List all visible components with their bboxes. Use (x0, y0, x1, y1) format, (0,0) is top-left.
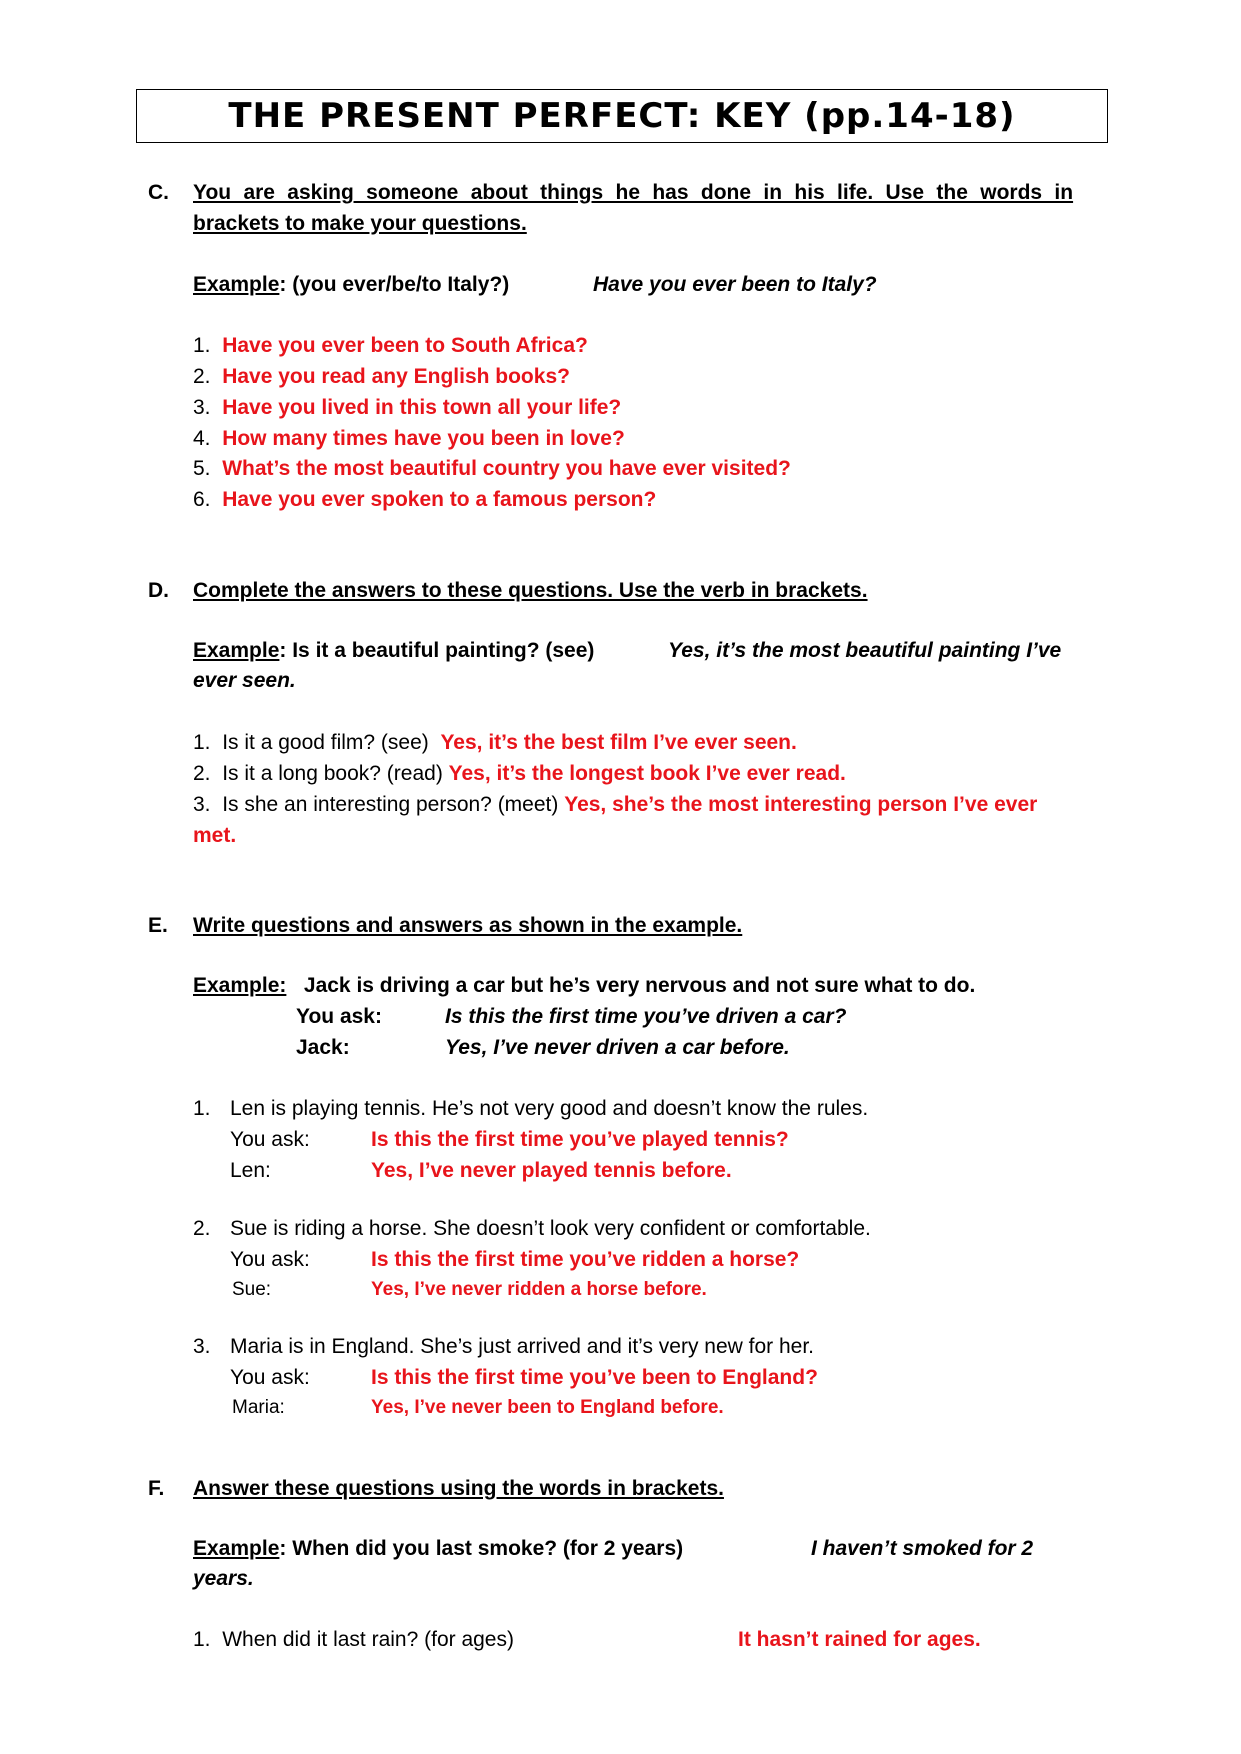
section-e-instruction: Write questions and answers as shown in the example. (193, 914, 743, 937)
example-text: Jack is driving a car but he’s very nervous and not sure what to do. (303, 974, 976, 997)
list-item (193, 396, 621, 420)
answer-text: Have you read any English books? (222, 365, 570, 388)
item-number: 6. (193, 488, 211, 511)
list-item (193, 334, 588, 358)
list-item (193, 427, 625, 451)
list-item (193, 1097, 211, 1121)
list-item (193, 1335, 211, 1359)
situation-text: Sue is riding a horse. She doesn’t look very confident or comfortable. (230, 1217, 871, 1240)
list-item (193, 488, 656, 512)
section-d-example-answer-cont: ever seen. (193, 669, 296, 692)
reply-answer: Yes, I’ve never ridden a horse before. (371, 1279, 707, 1300)
section-c-letter: C. (148, 181, 169, 204)
list-item (193, 731, 797, 755)
section-c-example (193, 273, 509, 297)
example-you-label: You ask: (296, 1005, 382, 1028)
section-f-example (193, 1537, 683, 1561)
page-title: THE PRESENT PERFECT: KEY (pp.14-18) (228, 96, 1016, 136)
item-number: 4. (193, 427, 211, 450)
answer-text: What’s the most beautiful country you have ever visited? (222, 457, 791, 480)
reply-answer: Yes, I’ve never been to England before. (371, 1397, 724, 1418)
item-number: 3. (193, 1335, 211, 1358)
section-c-instruction-1: You are asking someone about things he has done in his life. Use the words in (193, 181, 1074, 204)
item-number: 2. (193, 762, 211, 785)
item-number: 1. (193, 334, 211, 357)
answer-text: Yes, it’s the best film I’ve ever seen. (440, 731, 797, 754)
list-item (193, 365, 570, 389)
reply-label: Len: (230, 1159, 271, 1182)
ask-answer: Is this the first time you’ve ridden a horse? (371, 1248, 800, 1271)
section-f-instruction: Answer these questions using the words in brackets. (193, 1477, 724, 1500)
section-e-letter: E. (148, 914, 168, 937)
answer-text: Yes, she’s the most interesting person I’ve ever (564, 793, 1038, 816)
item-number: 5. (193, 457, 211, 480)
section-c-instruction-2: brackets to make your questions. (193, 212, 527, 235)
ask-answer: Is this the first time you’ve played tennis? (371, 1128, 789, 1151)
answer-continuation: met. (193, 824, 237, 847)
answer-text: It hasn’t rained for ages. (738, 1628, 981, 1651)
list-item (193, 762, 846, 786)
example-jack-text: Yes, I’ve never driven a car before. (445, 1036, 790, 1059)
question-text: Is she an interesting person? (meet) (222, 793, 559, 816)
item-number: 3. (193, 396, 211, 419)
section-f-example-answer-cont: years. (193, 1567, 254, 1590)
reply-answer: Yes, I’ve never played tennis before. (371, 1159, 732, 1182)
example-jack-label: Jack: (296, 1036, 350, 1059)
title-box (136, 89, 1108, 143)
ask-answer: Is this the first time you’ve been to England? (371, 1366, 818, 1389)
item-number: 1. (193, 1097, 211, 1120)
section-c-example-answer: Have you ever been to Italy? (593, 273, 877, 296)
list-item (193, 457, 791, 481)
section-e-example (193, 974, 975, 998)
item-number: 3. (193, 793, 211, 816)
example-prompt: : Is it a beautiful painting? (see) (279, 639, 595, 662)
ask-label: You ask: (230, 1128, 310, 1151)
list-item (193, 1628, 514, 1652)
example-prompt: : (you ever/be/to Italy?) (279, 273, 510, 296)
example-you-text: Is this the first time you’ve driven a car? (445, 1005, 847, 1028)
item-number: 2. (193, 365, 211, 388)
section-d-example-answer: Yes, it’s the most beautiful painting I’ve (668, 639, 1062, 662)
question-text: Is it a good film? (see) (222, 731, 429, 754)
item-number: 1. (193, 731, 211, 754)
example-label: Example (193, 273, 280, 296)
list-item (193, 793, 1037, 817)
item-number: 2. (193, 1217, 211, 1240)
example-prompt: : When did you last smoke? (for 2 years) (279, 1537, 684, 1560)
section-f-letter: F. (148, 1477, 165, 1500)
question-text: Is it a long book? (read) (222, 762, 443, 785)
situation-text: Len is playing tennis. He’s not very good and doesn’t know the rules. (230, 1097, 869, 1120)
question-text: When did it last rain? (for ages) (222, 1628, 514, 1651)
answer-text: Have you ever been to South Africa? (222, 334, 588, 357)
section-d-instruction: Complete the answers to these questions. Use the verb in brackets. (193, 579, 868, 602)
ask-label: You ask: (230, 1366, 310, 1389)
situation-text: Maria is in England. She’s just arrived and it’s very new for her. (230, 1335, 815, 1358)
section-d-letter: D. (148, 579, 169, 602)
answer-text: Have you lived in this town all your life? (222, 396, 622, 419)
list-item (193, 1217, 211, 1241)
section-d-example (193, 639, 594, 663)
answer-text: How many times have you been in love? (222, 427, 625, 450)
example-label: Example: (193, 974, 287, 997)
reply-label: Sue: (232, 1279, 272, 1300)
answer-text: Yes, it’s the longest book I’ve ever read. (448, 762, 846, 785)
reply-label: Maria: (232, 1397, 285, 1418)
example-label: Example (193, 639, 280, 662)
item-number: 1. (193, 1628, 211, 1651)
answer-text: Have you ever spoken to a famous person? (222, 488, 657, 511)
section-f-example-answer: I haven’t smoked for 2 (811, 1537, 1034, 1560)
ask-label: You ask: (230, 1248, 310, 1271)
example-label: Example (193, 1537, 280, 1560)
